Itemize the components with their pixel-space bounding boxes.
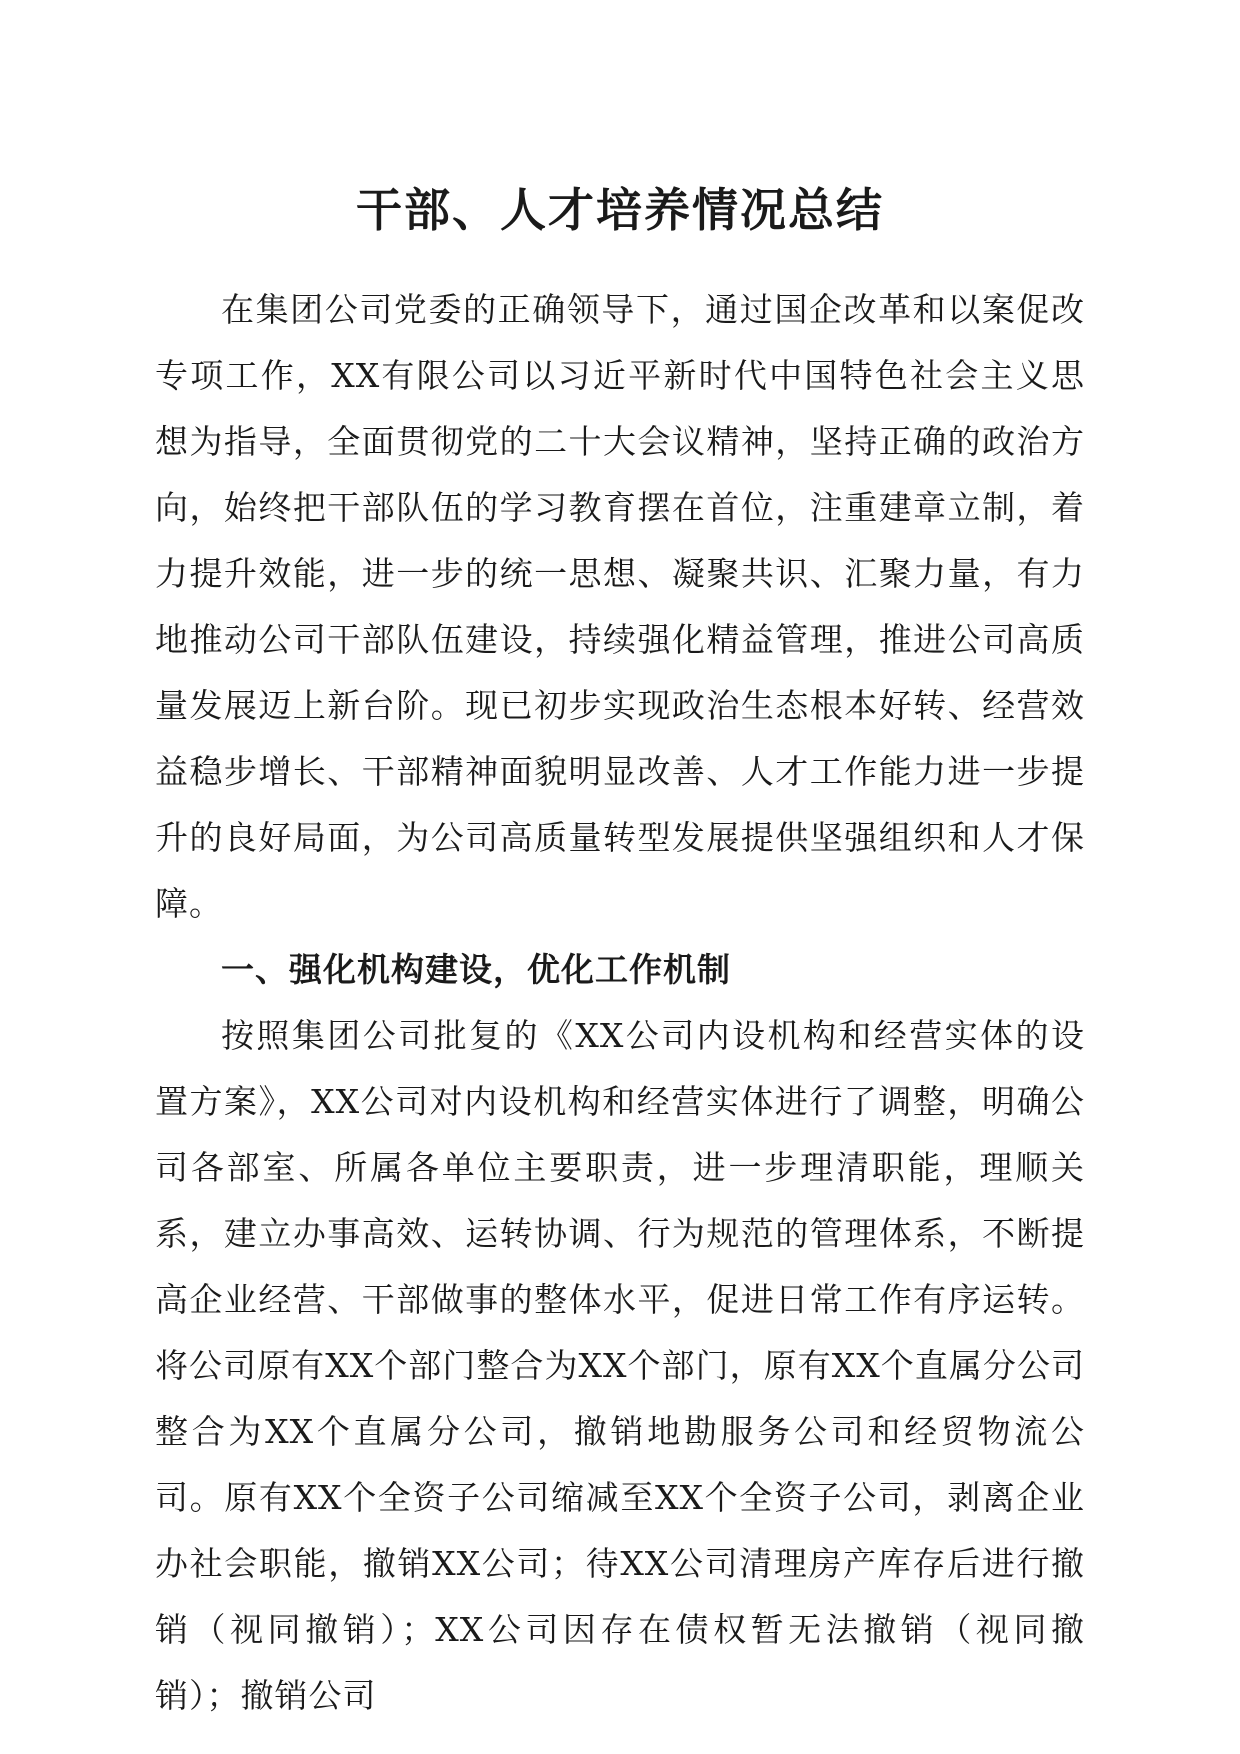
document-title: 干部、人才培养情况总结 xyxy=(356,183,884,237)
document-body xyxy=(155,277,1085,1729)
intro-paragraph: 在集团公司党委的正确领导下，通过国企改革和以案促改专项工作，XX有限公司以习近平新时代中国特色社会主义思想为指导，全面贯彻党的二十大会议精神，坚持正确的政治方向，始终把干部队伍的学习教育摆在首位，注重建章立制，着力提升效能，进一步的统一思想、凝聚共识、汇聚力量，有力地推动公司干部队伍建设，持续强化精益管理，推进公司高质量发展迈上新台阶。现已初步实现政治生态根本好转、经营效益稳步增长、干部精神面貌明显改善、人才工作能力进一步提升的良好局面，为公司高质量转型发展提供坚强组织和人才保障。 xyxy=(155,290,1085,923)
section-paragraph: 按照集团公司批复的《XX公司内设机构和经营实体的设置方案》，XX公司对内设机构和经营实体进行了调整，明确公司各部室、所属各单位主要职责，进一步理清职能，理顺关系，建立办事高效、运转协调、行为规范的管理体系，不断提高企业经营、干部做事的整体水平，促进日常工作有序运转。将公司原有XX个部门整合为XX个部门，原有XX个直属分公司整合为XX个直属分公司，撤销地勘服务公司和经贸物流公司。原有XX个全资子公司缩减至XX个全资子公司，剥离企业办社会职能，撤销XX公司；待XX公司清理房产库存后进行撤销（视同撤销）；XX公司因存在债权暂无法撤销（视同撤销）；撤销公司 xyxy=(155,1016,1085,1715)
section-heading: 一、强化机构建设，优化工作机制 xyxy=(221,950,731,989)
